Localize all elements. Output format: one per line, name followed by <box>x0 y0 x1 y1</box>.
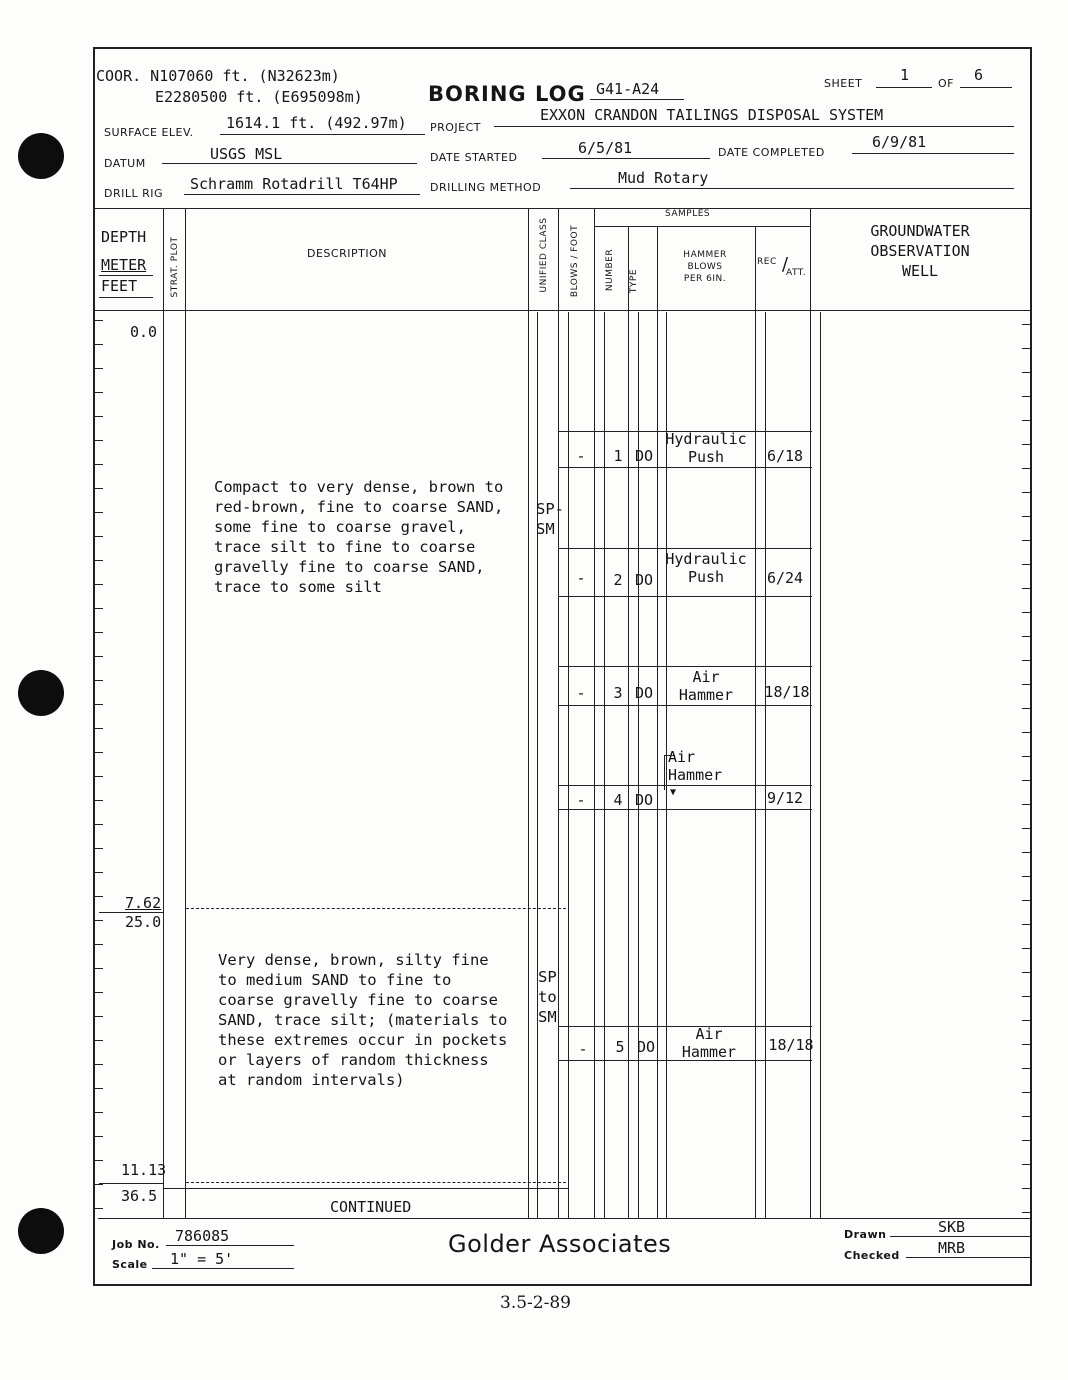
coordinates-east: E2280500 ft. (E695098m) <box>155 88 363 106</box>
depth-scale-tick <box>95 608 103 609</box>
surface-elev-value: 1614.1 ft. (492.97m) <box>226 114 407 132</box>
scale-tick <box>1022 828 1030 829</box>
strat-plot-header: STRAT. PLOT <box>170 236 180 298</box>
scale-tick <box>1022 804 1030 805</box>
sample-1-recovery: 6/18 <box>766 447 804 465</box>
depth-scale-tick <box>95 1040 103 1041</box>
depth-scale-tick <box>95 1184 103 1185</box>
binder-hole-middle <box>18 670 64 716</box>
sample-1-blows: - <box>576 447 586 465</box>
depth-scale-tick <box>95 320 103 321</box>
scale-tick <box>1022 1116 1030 1117</box>
boring-id: G41-A24 <box>596 80 660 98</box>
scale-tick <box>1022 468 1030 469</box>
type-header: TYPE <box>629 268 639 294</box>
scale-tick <box>1022 540 1030 541</box>
sample-2-number: 2 <box>613 571 623 589</box>
layer-1-description: Compact to very dense, brown to red-brown, fine to coarse SAND, some fine to coarse gravel, trace silt to fine to coarse gravelly fine to coarse SAND, trace to some silt <box>214 478 504 596</box>
scale-tick <box>1022 636 1030 637</box>
sheet-total: 6 <box>974 66 984 84</box>
depth-scale-tick <box>95 1112 103 1113</box>
sample-5-number: 5 <box>615 1038 625 1056</box>
depth-scale-tick <box>95 1088 103 1089</box>
depth-scale-tick <box>95 632 103 633</box>
form-title: BORING LOG <box>428 82 586 106</box>
sample-4-recovery: 9/12 <box>766 789 804 807</box>
sample-1-number: 1 <box>613 447 623 465</box>
drill-rig-value: Schramm Rotadrill T64HP <box>190 175 398 193</box>
sample-3-type: DO <box>634 684 654 702</box>
sample-2-recovery: 6/24 <box>766 569 804 587</box>
scale-tick <box>1022 444 1030 445</box>
depth-break1-feet: 25.0 <box>125 913 162 931</box>
sample-4-type: DO <box>634 791 654 809</box>
scale-tick <box>1022 732 1030 733</box>
of-label: OF <box>938 77 954 90</box>
depth-scale-tick <box>95 1016 103 1017</box>
scale-tick <box>1022 1044 1030 1045</box>
company-name: Golder Associates <box>448 1230 672 1258</box>
sample-1-type: DO <box>634 447 654 465</box>
scale-tick <box>1022 660 1030 661</box>
scale-tick <box>1022 948 1030 949</box>
scale-tick <box>1022 372 1030 373</box>
scale-tick <box>1022 492 1030 493</box>
depth-scale-tick <box>95 464 103 465</box>
page-number: 3.5-2-89 <box>500 1293 571 1313</box>
depth-scale-tick <box>95 872 103 873</box>
surface-elev-label: SURFACE ELEV. <box>104 126 194 139</box>
drilling-method-label: DRILLING METHOD <box>430 181 542 194</box>
sheet-number: 1 <box>900 66 910 84</box>
scale-tick <box>1022 1188 1030 1189</box>
scale-tick <box>1022 324 1030 325</box>
hammer-blows-header: HAMMER BLOWS PER 6IN. <box>683 250 727 284</box>
depth-scale-tick <box>95 1136 103 1137</box>
sample-5-blows: - <box>578 1040 588 1058</box>
scale-tick <box>1022 708 1030 709</box>
depth-scale-tick <box>95 560 103 561</box>
depth-scale-tick <box>95 392 103 393</box>
checked-value: MRB <box>938 1239 966 1257</box>
depth-scale-tick <box>95 512 103 513</box>
sample-4-number: 4 <box>613 791 623 809</box>
continued-label: CONTINUED <box>330 1198 412 1216</box>
depth-scale-tick <box>95 536 103 537</box>
scale-tick <box>1022 1140 1030 1141</box>
depth-scale-tick <box>95 800 103 801</box>
coordinates-north: COOR. N107060 ft. (N32623m) <box>96 67 340 85</box>
binder-hole-bottom <box>18 1208 64 1254</box>
depth-scale-tick <box>95 680 103 681</box>
rec-header: REC <box>757 257 777 267</box>
scale-tick <box>1022 612 1030 613</box>
layer-2-description: Very dense, brown, silty fine to medium SAND to fine to coarse gravelly fine to coarse SAND, trace silt; (materials to these extremes occur in pockets or layers of random thickness at random intervals) <box>218 951 508 1089</box>
date-completed-value: 6/9/81 <box>872 133 927 151</box>
scale-tick <box>1022 780 1030 781</box>
job-no-label: Job No. <box>112 1238 160 1251</box>
project-value: EXXON CRANDON TAILINGS DISPOSAL SYSTEM <box>540 106 884 124</box>
depth-scale-tick <box>95 752 103 753</box>
layer-2-class: SP to SM <box>538 968 557 1026</box>
scale-value: 1" = 5' <box>170 1250 234 1268</box>
depth-top: 0.0 <box>130 323 158 341</box>
scale-tick <box>1022 852 1030 853</box>
sample-5-hammer: Air Hammer <box>681 1025 737 1061</box>
job-no-value: 786085 <box>175 1227 230 1245</box>
depth-scale-tick <box>95 920 103 921</box>
groundwater-header: GROUNDWATER OBSERVATION WELL <box>870 222 970 280</box>
sample-3-hammer: Air Hammer <box>678 668 734 704</box>
sample-3-recovery: 18/18 <box>764 683 810 701</box>
feet-header: FEET <box>101 277 138 295</box>
depth-scale-tick <box>95 824 103 825</box>
scale-tick <box>1022 348 1030 349</box>
depth-scale-tick <box>95 488 103 489</box>
depth-scale-tick <box>95 656 103 657</box>
scale-tick <box>1022 924 1030 925</box>
unified-class-header: UNIFIED CLASS <box>539 217 549 293</box>
hammer-arrow <box>664 755 675 790</box>
sample-4-hammer: Air Hammer <box>668 748 723 784</box>
sample-1-hammer: Hydraulic Push <box>665 430 747 466</box>
depth-scale-tick <box>95 1064 103 1065</box>
depth-scale-tick <box>95 1208 103 1209</box>
att-header: ATT. <box>786 268 807 278</box>
depth-scale-tick <box>95 344 103 345</box>
depth-scale-tick <box>95 368 103 369</box>
depth-scale-tick <box>95 440 103 441</box>
drawn-value: SKB <box>938 1218 966 1236</box>
sample-4-blows: - <box>576 791 586 809</box>
datum-value: USGS MSL <box>210 145 283 163</box>
scale-tick <box>1022 876 1030 877</box>
scale-tick <box>1022 564 1030 565</box>
datum-label: DATUM <box>104 157 146 170</box>
depth-scale-tick <box>95 992 103 993</box>
samples-header: SAMPLES <box>665 209 711 219</box>
arrow-head-icon: ▼ <box>670 787 677 798</box>
sample-5-recovery: 18/18 <box>768 1036 814 1054</box>
sample-3-blows: - <box>576 684 586 702</box>
depth-scale-tick <box>95 968 103 969</box>
number-header: NUMBER <box>605 248 615 292</box>
depth-scale-tick <box>95 416 103 417</box>
sample-2-blows: - <box>576 569 586 587</box>
scale-tick <box>1022 1212 1030 1213</box>
scale-tick <box>1022 684 1030 685</box>
scale-tick <box>1022 588 1030 589</box>
description-header: DESCRIPTION <box>307 247 387 260</box>
layer-boundary-1 <box>186 908 566 909</box>
depth-scale-tick <box>95 1160 103 1161</box>
scale-tick <box>1022 420 1030 421</box>
drawn-label: Drawn <box>844 1228 887 1241</box>
date-started-label: DATE STARTED <box>430 151 518 164</box>
scale-tick <box>1022 1164 1030 1165</box>
scale-tick <box>1022 972 1030 973</box>
drilling-method-value: Mud Rotary <box>618 169 709 187</box>
depth-break2-meter: 11.13 <box>121 1161 167 1179</box>
sample-2-hammer: Hydraulic Push <box>665 550 747 586</box>
sample-3-number: 3 <box>613 684 623 702</box>
sheet-label: SHEET <box>824 77 863 90</box>
depth-break2-feet: 36.5 <box>121 1187 158 1205</box>
layer-1-class: SP- SM <box>536 500 564 538</box>
scale-tick <box>1022 1092 1030 1093</box>
depth-scale-tick <box>95 848 103 849</box>
checked-label: Checked <box>844 1249 900 1262</box>
scale-tick <box>1022 396 1030 397</box>
scale-tick <box>1022 1068 1030 1069</box>
depth-header: DEPTH <box>101 228 147 246</box>
blows-foot-header: BLOWS / FOOT <box>570 224 580 298</box>
depth-scale-tick <box>95 584 103 585</box>
scale-tick <box>1022 900 1030 901</box>
depth-scale-tick <box>95 728 103 729</box>
scale-tick <box>1022 996 1030 997</box>
scale-label: Scale <box>112 1258 148 1271</box>
depth-scale-tick <box>95 704 103 705</box>
project-label: PROJECT <box>430 121 482 134</box>
date-completed-label: DATE COMPLETED <box>718 146 825 159</box>
drill-rig-label: DRILL RIG <box>104 187 164 200</box>
depth-scale-tick <box>95 944 103 945</box>
scale-tick <box>1022 1020 1030 1021</box>
layer-boundary-2 <box>186 1182 566 1183</box>
sample-2-type: DO <box>634 571 654 589</box>
binder-hole-top <box>18 133 64 179</box>
scale-tick <box>1022 516 1030 517</box>
depth-scale-tick <box>95 776 103 777</box>
depth-scale-tick <box>95 896 103 897</box>
date-started-value: 6/5/81 <box>578 139 633 157</box>
meter-header: METER <box>101 256 147 274</box>
scale-tick <box>1022 756 1030 757</box>
depth-break1-meter: 7.62 <box>125 894 162 912</box>
sample-5-type: DO <box>636 1038 656 1056</box>
